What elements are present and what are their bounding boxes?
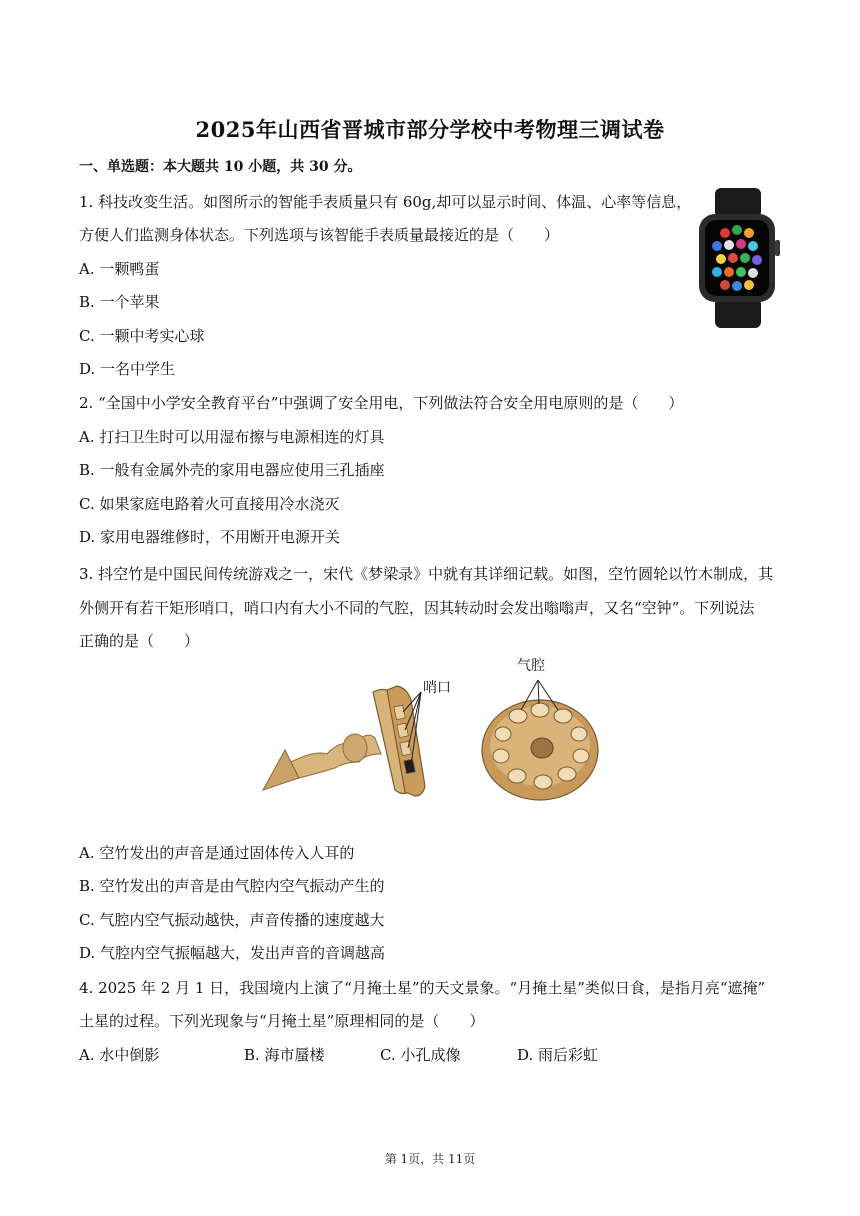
q2-option-a: A. 打扫卫生时可以用湿布擦与电源相连的灯具 [79, 428, 385, 446]
page-number-footer: 第 1页，共 11页 [384, 1152, 476, 1166]
q4-option-d: D. 雨后彩虹 [517, 1046, 599, 1064]
q3-stem-line2: 外侧开有若干矩形哨口，哨口内有大小不同的气腔，因其转动时会发出嗡嗡声，又名“空钟”。下列说法 [79, 599, 755, 617]
page-title: 2025年山西省晋城市部分学校中考物理三调试卷 [195, 117, 665, 142]
q3-option-d: D. 气腔内空气振幅越大，发出声音的音调越高 [79, 944, 386, 962]
q4-option-c: C. 小孔成像 [380, 1046, 461, 1064]
kongzhu-figure [255, 650, 605, 810]
kongzhu-top-view [482, 680, 598, 800]
q2-stem: 2. “全国中小学安全教育平台”中强调了安全用电，下列做法符合安全用电原则的是（ ） [79, 394, 684, 412]
q3-stem-line3: 正确的是（ ） [79, 632, 200, 650]
q1-option-d: D. 一名中学生 [79, 360, 176, 378]
kongzhu-side-view [263, 686, 425, 796]
q1-option-c: C. 一颗中考实心球 [79, 327, 205, 345]
q4-stem-line1: 4. 2025 年 2 月 1 日，我国境内上演了“月掩土星”的天文景象。“月掩土星”类似日食，是指月亮“遮掩” [79, 979, 766, 997]
q1-stem-line2: 方便人们监测身体状态。下列选项与该智能手表质量最接近的是（ ） [79, 226, 560, 244]
q4-stem-line2: 土星的过程。下列光现象与“月掩土星”原理相同的是（ ） [79, 1012, 485, 1030]
section-heading: 一、单选题：本大题共 10 小题，共 30 分。 [79, 159, 362, 175]
q2-option-b: B. 一般有金属外壳的家用电器应使用三孔插座 [79, 461, 385, 479]
q4-option-b: B. 海市蜃楼 [244, 1046, 325, 1064]
q2-option-d: D. 家用电器维修时，不用断开电源开关 [79, 528, 341, 546]
q1-option-b: B. 一个苹果 [79, 293, 160, 311]
q1-stem-line1: 1. 科技改变生活。如图所示的智能手表质量只有 60g,却可以显示时间、体温、心率等信息， [79, 193, 692, 211]
q3-option-a: A. 空竹发出的声音是通过固体传入人耳的 [79, 844, 355, 862]
q3-stem-line1: 3. 抖空竹是中国民间传统游戏之一，宋代《梦梁录》中就有其详细记载。如图，空竹圆轮以竹木制成，其 [79, 565, 774, 583]
label-qiqiang: 气腔 [517, 658, 545, 674]
label-shaokou: 哨口 [423, 680, 451, 696]
q1-option-a: A. 一颗鸭蛋 [79, 260, 160, 278]
smartwatch-image [695, 188, 781, 328]
q3-option-b: B. 空竹发出的声音是由气腔内空气振动产生的 [79, 877, 385, 895]
q3-option-c: C. 气腔内空气振动越快，声音传播的速度越大 [79, 911, 385, 929]
q4-option-a: A. 水中倒影 [79, 1046, 160, 1064]
q2-option-c: C. 如果家庭电路着火可直接用冷水浇灭 [79, 495, 340, 513]
